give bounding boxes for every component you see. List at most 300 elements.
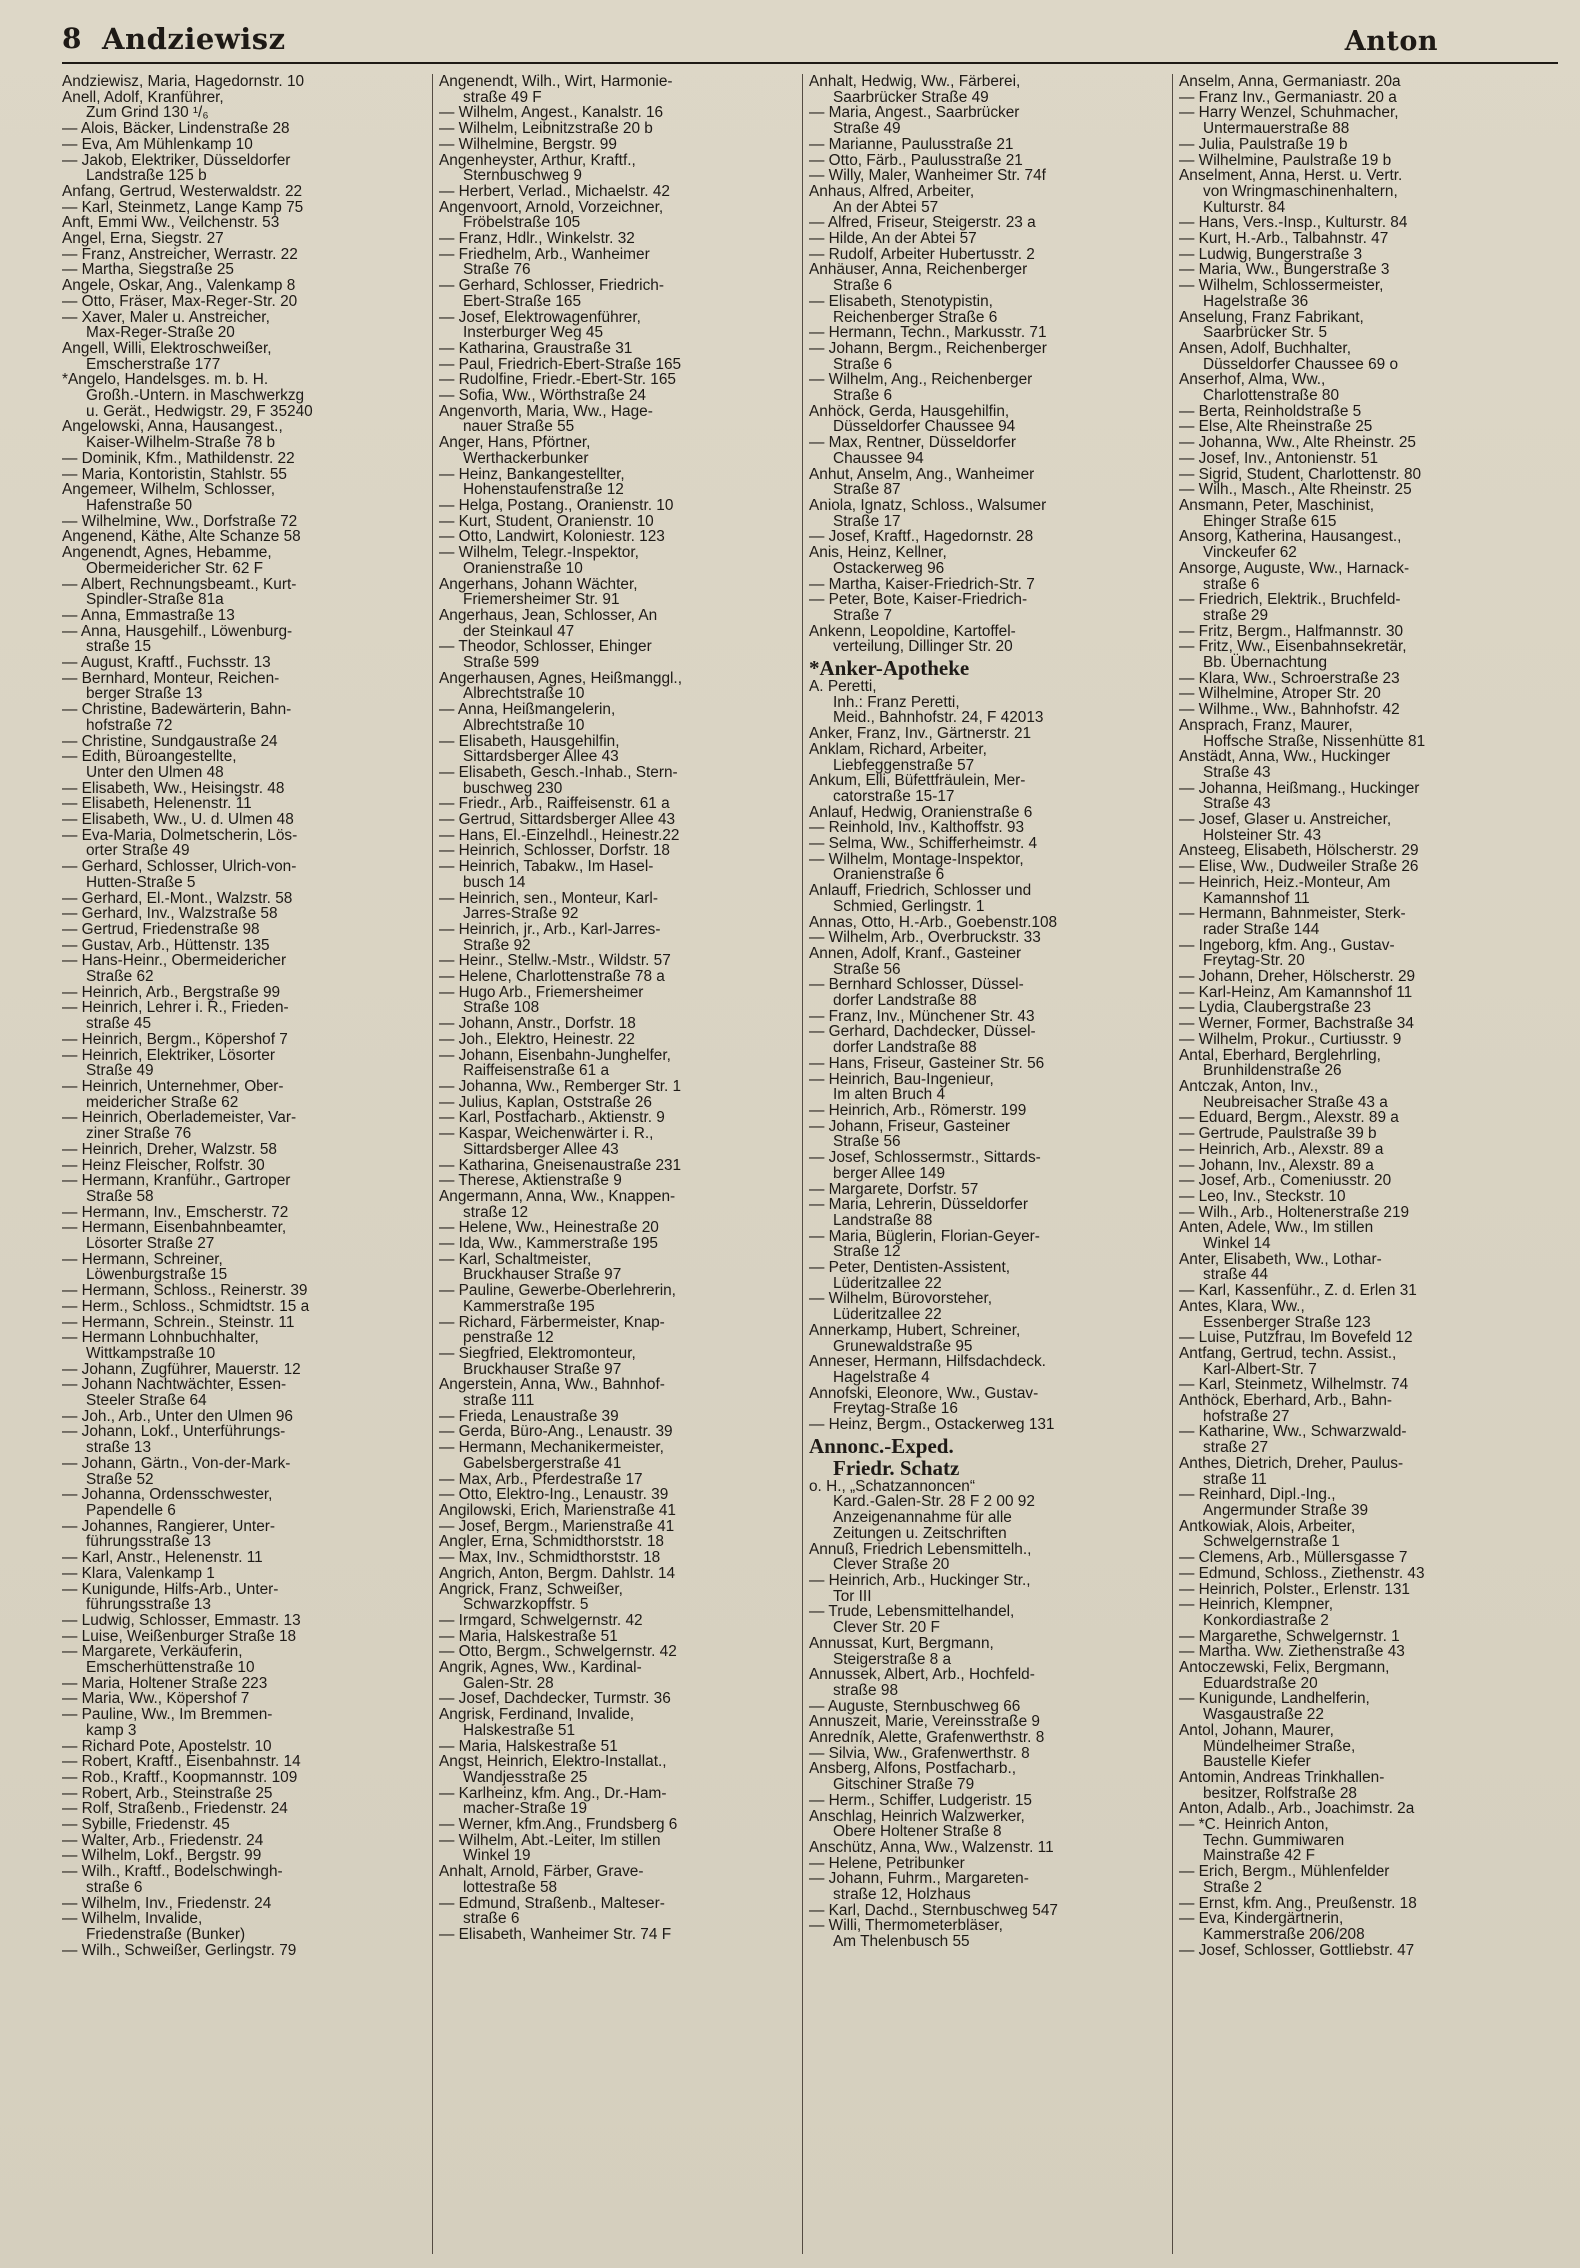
directory-entry: Antes, Klara, Ww., Essenberger Straße 123 [1179,1297,1371,1331]
directory-entry: — Kurt, Student, Oranienstr. 10 [439,512,654,530]
directory-entry: — Johann, Bergm., Reichenberger Straße 6 [809,339,1047,373]
directory-entry: Annussat, Kurt, Bergmann, Steigerstraße 8 a [809,1634,994,1668]
directory-entry: — Lydia, Claubergstraße 23 [1179,999,1371,1017]
directory-entry: Anthöck, Eberhard, Arb., Bahn- hofstraße 27 [1179,1392,1393,1425]
directory-entry: Ansen, Adolf, Buchhalter, Düsseldorfer Chaussee 69 o [1179,339,1399,373]
directory-entry: — Karl, Schaltmeister, Bruckhauser Straße 97 [439,1250,622,1284]
directory-entry: — Wilh., Arb., Holtenerstraße 219 [1179,1203,1410,1221]
directory-entry: Annofski, Eleonore, Ww., Gustav- Freytag-Straße 16 [809,1384,1039,1418]
directory-columns [62,74,1558,2254]
directory-entry: — Heinrich, Bergm., Köpershof 7 [62,1030,288,1048]
directory-entry: Annuszeit, Marie, Vereinsstraße 9 [809,1713,1040,1731]
directory-entry: — Anna, Emmastraße 13 [62,606,235,624]
directory-entry: — Ingeborg, kfm. Ang., Gustav- Freytag-Str. 20 [1179,936,1395,970]
directory-entry: — Otto, Bergm., Schwelgernstr. 42 [439,1643,677,1661]
directory-entry: — Elisabeth, Gesch.-Inhab., Stern- buschweg 230 [439,763,678,797]
directory-entry: — Wilhelm, Bürovorsteher, Lüderitzallee 22 [809,1290,993,1324]
directory-entry: — Hans, Friseur, Gasteiner Str. 56 [809,1054,1045,1072]
directory-entry: Angerhans, Johann Wächter, Friemersheimer Str. 91 [439,575,638,609]
directory-entry: Angrick, Franz, Schweißer, Schwarzkopffstr. 5 [439,1580,623,1614]
directory-entry: — Heinrich, Klempner, Konkordiastraße 2 [1179,1596,1333,1629]
directory-entry: Anredník, Alette, Grafenwerthstr. 8 [809,1729,1045,1747]
directory-entry: — Gerhard, Dachdecker, Düssel- dorfer Landstraße 88 [809,1023,1036,1057]
directory-entry: — Sofia, Ww., Wörthstraße 24 [439,387,646,405]
directory-entry: — Bernhard, Monteur, Reichen- berger Straße 13 [62,669,280,703]
directory-entry: — Gerhard, El.-Mont., Walzstr. 58 [62,889,293,907]
directory-entry: — Gerda, Büro-Ang., Lenaustr. 39 [439,1423,673,1441]
directory-entry: — Friedrich, Elektrik., Bruchfeld- straße 29 [1179,591,1401,624]
directory-entry: — Otto, Elektro-Ing., Lenaustr. 39 [439,1486,669,1504]
directory-entry: — Luise, Putzfrau, Im Bovefeld 12 [1179,1329,1413,1347]
directory-entry: Angerhaus, Jean, Schlosser, An der Steinkaul 47 [439,606,658,640]
directory-entry: — Trude, Lebensmittelhandel, Clever Str. 20 F [809,1603,1015,1637]
directory-entry: Anlauf, Hedwig, Oranienstraße 6 [809,803,1033,821]
directory-entry: — Margarethe, Schwelgernstr. 1 [1179,1627,1400,1645]
header-rule [62,62,1558,64]
directory-entry: — Christine, Badewärterin, Bahn- hofstraße 72 [62,701,292,734]
directory-entry: — Heinz, Bankangestellter, Hohenstaufenstraße 12 [439,465,625,499]
directory-entry: — Maria, Büglerin, Florian-Geyer- Straße 12 [809,1227,1040,1261]
directory-entry: — Alfred, Friseur, Steigerstr. 23 a [809,214,1036,232]
directory-entry: — Otto, Landwirt, Koloniestr. 123 [439,528,665,546]
directory-entry: — Heinrich, Lehrer i. R., Frieden- straße 45 [62,999,289,1033]
directory-entry: — Otto, Färb., Paulusstraße 21 [809,151,1023,169]
directory-entry: Angel, Erna, Siegstr. 27 [62,230,224,248]
directory-entry: — Hermann, Eisenbahnbeamter, Lösorter Straße 27 [62,1219,287,1253]
directory-entry: — Karl, Kassenführ., Z. d. Erlen 31 [1179,1282,1417,1300]
directory-entry: — Johannes, Rangierer, Unter- führungsstraße 13 [62,1517,276,1551]
directory-entry: — Karlheinz, kfm. Ang., Dr.-Ham- macher-Straße 19 [439,1784,667,1818]
directory-entry: Anlauff, Friedrich, Schlosser und Schmied, Gerlingstr. 1 [809,882,1032,915]
directory-entry: — Eva, Kindergärtnerin, Kammerstraße 206/208 [1179,1910,1365,1943]
directory-entry: Angrik, Agnes, Ww., Kardinal- Galen-Str. 28 [439,1659,642,1692]
directory-entry: Angst, Heinrich, Elektro-Installat., Wandjesstraße 25 [439,1753,667,1786]
directory-entry: — Berta, Reinholdstraße 5 [1179,402,1362,420]
directory-entry: — Werner, Former, Bachstraße 34 [1179,1015,1414,1033]
directory-entry: Anfang, Gertrud, Westerwaldstr. 22 [62,182,303,200]
directory-entry: — Heinrich, Arb., Alexstr. 89 a [1179,1140,1384,1158]
directory-entry: — Auguste, Sternbuschweg 66 [809,1697,1021,1715]
directory-entry: — Helga, Postang., Oranienstr. 10 [439,496,674,514]
directory-entry: Antomin, Andreas Trinkhallen- besitzer, Rolfstraße 28 [1179,1768,1385,1802]
column-1 [62,74,432,2254]
directory-entry: — Fritz, Ww., Eisenbahnsekretär, Bb. Übernachtung [1179,638,1407,672]
directory-entry: Antol, Johann, Maurer, Mündelheimer Straße, Baustelle Kiefer [1179,1721,1356,1771]
directory-entry: — Elisabeth, Wanheimer Str. 74 F [439,1925,672,1943]
directory-entry: Anstädt, Anna, Ww., Huckinger Straße 43 [1179,748,1391,781]
directory-entry: — Heinrich, Schlosser, Dorfstr. 18 [439,842,670,860]
directory-entry: — Martha, Siegstraße 25 [62,261,234,279]
directory-entry: — Hilde, An der Abtei 57 [809,230,977,248]
directory-entry: Ansteeg, Elisabeth, Hölscherstr. 29 [1179,842,1419,860]
directory-entry: Anhalt, Arnold, Färber, Grave- lottestraße 58 [439,1863,644,1896]
directory-entry: Angenend, Käthe, Alte Schanze 58 [62,528,301,546]
directory-entry: — Therese, Aktienstraße 9 [439,1172,622,1190]
running-head-first-entry: Andziewisz [102,22,286,56]
directory-entry: — Leo, Inv., Steckstr. 10 [1179,1187,1346,1205]
directory-entry: — Heinrich, Heiz.-Monteur, Am Kamannshof 11 [1179,873,1391,907]
directory-entry: — Maria, Halskestraße 51 [439,1627,618,1645]
directory-entry: Antkowiak, Alois, Arbeiter, Schwelgernstraße 1 [1179,1517,1356,1551]
directory-entry: — Elisabeth, Ww., Heisingstr. 48 [62,779,285,797]
directory-entry: — Reinhold, Inv., Kalthoffstr. 93 [809,819,1025,837]
directory-entry: — Hermann, Kranführ., Gartroper Straße 58 [62,1172,291,1205]
column-2 [432,74,802,2254]
directory-entry: — Johanna, Ordensschwester, Papendelle 6 [62,1486,273,1519]
directory-entry: — Max, Arb., Pferdestraße 17 [439,1470,643,1488]
directory-entry: — Anna, Heißmangelerin, Albrechtstraße 10 [439,701,616,734]
directory-entry: — Karl-Heinz, Am Kamannshof 11 [1179,983,1413,1001]
directory-entry: — Herm., Schloss., Schmidtstr. 15 a [62,1297,310,1315]
directory-entry: — Johann, Friseur, Gasteiner Straße 56 [809,1117,1011,1151]
directory-entry: — Eva, Am Mühlenkamp 10 [62,135,253,153]
directory-entry: — Gertrud, Sittardsberger Allee 43 [439,811,676,829]
directory-entry: — Heinz, Bergm., Ostackerweg 131 [809,1416,1055,1434]
directory-entry: Ankum, Elli, Büfettfräulein, Mer- catorstraße 15-17 [809,772,1026,805]
directory-entry: Anselm, Anna, Germaniastr. 20a [1179,74,1401,90]
directory-entry: — Helene, Charlottenstraße 78 a [439,968,665,986]
directory-entry: Aniola, Ignatz, Schloss., Walsumer Straße 17 [809,496,1047,530]
directory-entry: — Margarete, Dorfstr. 57 [809,1180,979,1198]
directory-entry: — Else, Alte Rheinstraße 25 [1179,418,1373,436]
directory-entry: — Heinrich, Arb., Römerstr. 199 [809,1102,1027,1119]
directory-entry: Anselung, Franz Fabrikant, Saarbrücker Str. 5 [1179,308,1364,342]
directory-entry: — Margarete, Verkäuferin, Emscherhüttenstraße 10 [62,1643,255,1677]
directory-entry: — Herm., Schiffer, Ludgeristr. 15 [809,1791,1032,1809]
page-header [62,18,1558,62]
directory-entry: — Josef, Schlossermstr., Sittards- berger Allee 149 [809,1149,1041,1182]
directory-entry: — Luise, Weißenburger Straße 18 [62,1627,297,1645]
directory-entry: — Rolf, Straßenb., Friedenstr. 24 [62,1800,288,1818]
directory-entry: — Theodor, Schlosser, Ehinger Straße 599 [439,638,652,672]
directory-entry: — Hermann, Schloss., Reinerstr. 39 [62,1282,308,1300]
directory-entry: Angell, Willi, Elektroschweißer, Emscherstraße 177 [62,339,272,373]
directory-entry: — Josef, Dachdecker, Turmstr. 36 [439,1690,671,1708]
directory-entry: — Elisabeth, Helenenstr. 11 [62,795,252,813]
directory-entry: — Kaspar, Weichenwärter i. R., Sittardsberger Allee 43 [439,1125,654,1158]
directory-entry: — Franz, Anstreicher, Werrastr. 22 [62,245,298,263]
directory-entry: — Walter, Arb., Friedenstr. 24 [62,1831,264,1849]
directory-entry: — Kunigunde, Hilfs-Arb., Unter- führungsstraße 13 [62,1580,279,1614]
directory-entry: — Franz, Hdlr., Winkelstr. 32 [439,230,635,248]
directory-entry: — Ida, Ww., Kammerstraße 195 [439,1235,658,1253]
directory-entry: Andziewisz, Maria, Hagedornstr. 10 [62,74,305,90]
directory-entry: — Xaver, Maler u. Anstreicher, Max-Reger-Straße 20 [62,308,270,342]
directory-entry: Annuß, Friedrich Lebensmittelh., Clever Straße 20 [809,1540,1032,1574]
directory-entry: — Johann, Dreher, Hölscherstr. 29 [1179,968,1416,986]
directory-entry: — Hermann, Schrein., Steinstr. 11 [62,1313,295,1331]
directory-entry: — Gustav, Arb., Hüttenstr. 135 [62,936,270,954]
directory-entry: — Joh., Arb., Unter den Ulmen 96 [62,1407,293,1425]
directory-entry: — Hermann, Mechanikermeister, Gabelsbergerstraße 41 [439,1439,664,1472]
directory-entry: — Maria, Holtener Straße 223 [62,1674,268,1692]
directory-entry: — Friedr., Arb., Raiffeisenstr. 61 a [439,795,670,813]
directory-entry: A. Peretti, Inh.: Franz Peretti, Meid., Bahnhofstr. 24, F 42013 [809,678,1044,727]
directory-entry: — Wilhelmine, Ww., Dorfstraße 72 [62,512,298,530]
directory-entry: Angenendt, Wilh., Wirt, Harmonie- straße 49 F [439,74,673,106]
directory-entry: — Max, Inv., Schmidthorststr. 18 [439,1549,661,1567]
directory-entry: — Frieda, Lenaustraße 39 [439,1407,619,1425]
directory-entry: Anhaus, Alfred, Arbeiter, An der Abtei 57 [809,182,975,216]
directory-entry: — Gertrude, Paulstraße 39 b [1179,1125,1377,1143]
advertisement-heading: Annonc.-Exped. Friedr. Schatz [809,1433,960,1480]
directory-entry: — Klara, Ww., Schroerstraße 23 [1179,669,1400,687]
directory-entry: — Hans, El.-Einzelhdl., Heinestr.22 [439,826,680,844]
directory-entry: Annen, Adolf, Kranf., Gasteiner Straße 56 [809,944,1022,978]
directory-entry: — Josef, Bergm., Marienstraße 41 [439,1517,675,1535]
directory-entry: Anten, Adele, Ww., Im stillen Winkel 14 [1179,1219,1374,1253]
directory-entry: — Heinz Fleischer, Rolfstr. 30 [62,1156,265,1174]
directory-entry: Ansorg, Katherina, Hausangest., Vinckeufer 62 [1179,528,1402,562]
directory-entry: — Johann, Lokf., Unterführungs- straße 13 [62,1423,286,1457]
directory-entry: — Maria, Ww., Köpershof 7 [62,1690,250,1708]
directory-entry: Anton, Adalb., Arb., Joachimstr. 2a [1179,1800,1415,1818]
directory-entry: o. H., „Schatzannoncen“ Kard.-Galen-Str. 28 F 2 00 92 Anzeigenannahme für alle Zeitungen u. Zeitschriften [809,1477,1035,1542]
directory-entry: — Ludwig, Schlosser, Emmastr. 13 [62,1611,301,1629]
directory-entry: Anhöck, Gerda, Hausgehilfin, Düsseldorfer Chaussee 94 [809,402,1016,436]
directory-entry: Anhäuser, Anna, Reichenberger Straße 6 [809,261,1028,295]
directory-entry: Ankenn, Leopoldine, Kartoffel- verteilung, Dillinger Str. 20 [809,622,1016,656]
directory-entry: — Hermann, Schreiner, Löwenburgstraße 15 [62,1250,228,1284]
column-4 [1172,74,1542,2254]
directory-entry: Anschlag, Heinrich Walzwerker, Obere Holtener Straße 8 [809,1807,1025,1841]
directory-entry: — Gerhard, Schlosser, Ulrich-von- Hutten-Straße 5 [62,858,297,891]
directory-entry: — Heinr., Stellw.-Mstr., Wildstr. 57 [439,952,671,970]
directory-entry: — Johann Nachtwächter, Essen- Steeler Straße 64 [62,1376,287,1410]
directory-entry: — Ernst, kfm. Ang., Preußenstr. 18 [1179,1894,1417,1912]
directory-entry: Angenvorth, Maria, Ww., Hage- nauer Straße 55 [439,402,653,436]
directory-entry: Angenendt, Agnes, Hebamme, Obermeidericher Str. 62 F [62,544,272,577]
directory-entry: Annerkamp, Hubert, Schreiner, Grunewaldstraße 95 [809,1321,1021,1355]
directory-entry: — Reinhard, Dipl.-Ing., Angermunder Straße 39 [1179,1486,1369,1519]
directory-entry: — Johann, Zugführer, Mauerstr. 12 [62,1360,301,1378]
directory-entry: — Julia, Paulstraße 19 b [1179,135,1348,153]
directory-entry: — Hermann, Bahnmeister, Sterk- rader Straße 144 [1179,905,1406,938]
directory-entry: — Dominik, Kfm., Mathildenstr. 22 [62,449,295,467]
directory-entry: — Maria, Lehrerin, Düsseldorfer Landstraße 88 [809,1196,1028,1229]
directory-entry: — Karl, Postfacharb., Aktienstr. 9 [439,1109,665,1127]
directory-entry: — Martha, Kaiser-Friedrich-Str. 7 [809,575,1035,593]
directory-entry: — Heinrich, Oberlademeister, Var- ziner Straße 76 [62,1109,297,1143]
directory-entry: — Elisabeth, Ww., U. d. Ulmen 48 [62,811,294,829]
directory-entry: — Wilhelm, Prokur., Curtiusstr. 9 [1179,1030,1402,1048]
directory-entry: — Heinrich, sen., Monteur, Karl- Jarres-Straße 92 [439,889,658,923]
directory-entry: — Heinrich, jr., Arb., Karl-Jarres- Straße 92 [439,920,661,954]
directory-entry: Angler, Erna, Schmidthorststr. 18 [439,1533,664,1551]
directory-entry: — Wilhelmine, Paulstraße 19 b [1179,151,1392,169]
page-number: 8 [62,22,82,55]
directory-entry: — Wilhelmine, Bergstr. 99 [439,135,617,153]
directory-entry: — Johann, Gärtn., Von-der-Mark- Straße 52 [62,1454,291,1488]
directory-entry: — Joh., Elektro, Heinestr. 22 [439,1030,635,1048]
directory-entry: — Wilhelm, Angest., Kanalstr. 16 [439,104,664,122]
directory-entry: — August, Kraftf., Fuchsstr. 13 [62,654,271,672]
directory-entry: — Richard Pote, Apostelstr. 10 [62,1737,272,1755]
directory-entry: — Willy, Maler, Wanheimer Str. 74f [809,167,1046,185]
directory-entry: Anger, Hans, Pförtner, Werthackerbunker [439,434,591,467]
directory-entry: — Hermann Lohnbuchhalter, Wittkampstraße 10 [62,1329,259,1362]
directory-entry: — Wilh., Masch., Alte Rheinstr. 25 [1179,481,1412,499]
directory-entry: — Bernhard Schlosser, Düssel- dorfer Landstraße 88 [809,976,1024,1010]
directory-entry: — Maria, Kontoristin, Stahlstr. 55 [62,465,287,483]
directory-entry: Anthes, Dietrich, Dreher, Paulus- straße 11 [1179,1454,1404,1488]
directory-entry: Anserhof, Alma, Ww., Charlottenstraße 80 [1179,371,1340,405]
directory-entry: — Johann, Inv., Alexstr. 89 a [1179,1156,1374,1174]
directory-entry: — Johanna, Heißmang., Huckinger Straße 43 [1179,779,1420,813]
directory-entry: — Edith, Büroangestellte, Unter den Ulmen 48 [62,748,237,781]
directory-entry: Angenheyster, Arthur, Kraftf., Sternbuschweg 9 [439,151,636,185]
directory-entry: Antal, Eberhard, Berglehrling, Brunhildenstraße 26 [1179,1046,1381,1080]
directory-entry: — Hermann, Techn., Markusstr. 71 [809,324,1047,342]
directory-entry: — Heinrich, Unternehmer, Ober- meidericher Straße 62 [62,1078,284,1111]
directory-entry: — Josef, Schlosser, Gottliebstr. 47 [1179,1941,1415,1959]
directory-entry: Angerhausen, Agnes, Heißmanggl., Albrechtstraße 10 [439,669,682,703]
directory-entry: — Heinrich, Tabakw., Im Hasel- busch 14 [439,858,654,891]
directory-entry: Anft, Emmi Ww., Veilchenstr. 53 [62,214,280,232]
directory-entry: — Harry Wenzel, Schuhmacher, Untermauerstraße 88 [1179,104,1399,138]
directory-entry: Antczak, Anton, Inv., Neubreisacher Straße 43 a [1179,1078,1388,1111]
directory-entry: — Helene, Ww., Heinestraße 20 [439,1219,659,1237]
directory-entry: Anhut, Anselm, Ang., Wanheimer Straße 87 [809,465,1035,499]
directory-entry: — Elise, Ww., Dudweiler Straße 26 [1179,858,1419,876]
directory-entry: Anter, Elisabeth, Ww., Lothar- straße 44 [1179,1250,1382,1284]
directory-entry: — *C. Heinrich Anton, Techn. Gummiwaren Mainstraße 42 F [1179,1816,1345,1865]
directory-entry: — Hans-Heinr., Obermeidericher Straße 62 [62,952,287,986]
directory-entry: — Heinrich, Elektriker, Lösorter Straße 49 [62,1046,275,1080]
directory-entry: Anker, Franz, Inv., Gärtnerstr. 21 [809,725,1032,743]
directory-entry: — Katharina, Gneisenaustraße 231 [439,1156,682,1174]
directory-entry: — Wilhelm, Leibnitzstraße 20 b [439,120,653,138]
directory-entry: — Fritz, Bergm., Halfmannstr. 30 [1179,622,1404,640]
directory-entry: — Rudolfine, Friedr.-Ebert-Str. 165 [439,371,676,389]
directory-entry: — Katharina, Graustraße 31 [439,339,633,357]
directory-entry: Annas, Otto, H.-Arb., Goebenstr.108 [809,913,1058,931]
directory-entry: — Karl, Anstr., Helenenstr. 11 [62,1549,263,1567]
directory-entry: — Karl, Dachd., Sternbuschweg 547 [809,1901,1058,1919]
directory-entry: Angemeer, Wilhelm, Schlosser, Hafenstraße 50 [62,481,275,514]
directory-entry: — Marianne, Paulusstraße 21 [809,135,1014,153]
directory-entry: — Klara, Valenkamp 1 [62,1564,215,1582]
directory-entry: — Friedhelm, Arb., Wanheimer Straße 76 [439,245,650,279]
directory-entry: — Wilhelmine, Atroper Str. 20 [1179,685,1381,703]
directory-entry: — Kunigunde, Landhelferin, Wasgaustraße 22 [1179,1690,1370,1724]
directory-entry: — Christine, Sundgaustraße 24 [62,732,278,750]
directory-entry: — Sigrid, Student, Charlottenstr. 80 [1179,465,1422,483]
directory-entry: — Heinrich, Bau-Ingenieur, Im alten Bruch 4 [809,1070,994,1104]
directory-entry: — Eva-Maria, Dolmetscherin, Lös- orter Straße 49 [62,826,298,860]
directory-entry: Anschütz, Anna, Ww., Walzenstr. 11 [809,1838,1054,1856]
directory-entry: — Ludwig, Bungerstraße 3 [1179,245,1363,263]
directory-entry: — Johann, Anstr., Dorfstr. 18 [439,1015,636,1033]
directory-entry: — Pauline, Gewerbe-Oberlehrerin, Kammerstraße 195 [439,1282,676,1315]
directory-entry: — Franz Inv., Germaniastr. 20 a [1179,88,1397,106]
directory-entry: — Johanna, Ww., Alte Rheinstr. 25 [1179,434,1416,452]
directory-entry: — Sybille, Friedenstr. 45 [62,1816,230,1834]
directory-entry: — Wilhelm, Abt.-Leiter, Im stillen Winkel 19 [439,1831,661,1865]
directory-entry: — Heinrich, Dreher, Walzstr. 58 [62,1140,277,1158]
directory-entry: — Gerhard, Inv., Walzstraße 58 [62,905,278,923]
directory-entry: — Wilhelm, Inv., Friedenstr. 24 [62,1894,272,1912]
directory-entry: — Herbert, Verlad., Michaelstr. 42 [439,182,670,200]
directory-entry: — Edmund, Schloss., Ziethenstr. 43 [1179,1564,1425,1582]
directory-entry: — Jakob, Elektriker, Düsseldorfer Landstraße 125 b [62,151,291,185]
directory-entry: — Martha. Ww. Ziethenstraße 43 [1179,1643,1405,1661]
directory-entry: Antoczewski, Felix, Bergmann, Eduardstraße 20 [1179,1659,1390,1692]
directory-entry: — Maria, Ww., Bungerstraße 3 [1179,261,1390,279]
directory-entry: Anhalt, Hedwig, Ww., Färberei, Saarbrücker Straße 49 [809,74,1021,106]
directory-entry: — Hans, Vers.-Insp., Kulturstr. 84 [1179,214,1408,232]
directory-entry: — Helene, Petribunker [809,1854,965,1872]
directory-entry: Angrisk, Ferdinand, Invalide, Halskestraße 51 [439,1706,635,1739]
directory-entry: — Wilh., Schweißer, Gerlingstr. 79 [62,1941,297,1959]
directory-entry: — Otto, Fräser, Max-Reger-Str. 20 [62,292,298,310]
directory-entry: — Pauline, Ww., Im Bremmen- kamp 3 [62,1706,273,1739]
directory-entry: — Clemens, Arb., Müllersgasse 7 [1179,1549,1408,1567]
directory-entry: *Angelo, Handelsges. m. b. H. Großh.-Untern. in Maschwerkzg u. Gerät., Hedwigstr. 29, F 35240 [62,371,313,420]
directory-entry: — Siegfried, Elektromonteur, Bruckhauser Straße 97 [439,1344,636,1378]
directory-entry: — Elisabeth, Hausgehilfin, Sittardsberger Allee 43 [439,732,620,766]
directory-entry: — Wilhelm, Lokf., Bergstr. 99 [62,1847,262,1865]
directory-entry: — Heinrich, Arb., Huckinger Str., Tor III [809,1571,1031,1605]
directory-entry: — Heinrich, Polster., Erlenstr. 131 [1179,1580,1410,1598]
directory-entry: — Franz, Inv., Münchener Str. 43 [809,1007,1035,1025]
directory-entry: — Johann, Eisenbahn-Junghelfer, Raiffeisenstraße 61 a [439,1046,671,1080]
directory-entry: — Albert, Rechnungsbeamt., Kurt- Spindler-Straße 81a [62,575,297,609]
directory-entry: — Hugo Arb., Friemersheimer Straße 108 [439,983,644,1017]
directory-entry: Anselment, Anna, Herst. u. Vertr. von Wringmaschinenhaltern, Kulturstr. 84 [1179,167,1403,216]
directory-entry: — Wilh., Kraftf., Bodelschwingh- straße 6 [62,1863,283,1896]
directory-entry: — Wilhelm, Telegr.-Inspektor, Oranienstraße 10 [439,544,639,577]
directory-entry: — Josef, Kraftf., Hagedornstr. 28 [809,528,1034,546]
directory-entry: — Richard, Färbermeister, Knap- penstraße 12 [439,1313,665,1347]
directory-entry: — Alois, Bäcker, Lindenstraße 28 [62,120,290,138]
directory-entry: Ansprach, Franz, Maurer, Hoffsche Straße, Nissenhütte 81 [1179,716,1426,750]
directory-entry: — Anna, Hausgehilf., Löwenburg- straße 15 [62,622,293,656]
directory-entry: Annussek, Albert, Arb., Hochfeld- straße 98 [809,1666,1035,1699]
directory-entry: — Josef, Arb., Comeniusstr. 20 [1179,1172,1392,1190]
directory-entry: — Erich, Bergm., Mühlenfelder Straße 2 [1179,1863,1390,1896]
directory-entry: — Maria, Angest., Saarbrücker Straße 49 [809,104,1020,138]
directory-entry: Angrich, Anton, Bergm. Dahlstr. 14 [439,1564,676,1582]
directory-entry: — Robert, Kraftf., Eisenbahnstr. 14 [62,1753,301,1771]
directory-entry: — Karl, Steinmetz, Lange Kamp 75 [62,198,304,216]
directory-entry: — Hermann, Inv., Emscherstr. 72 [62,1203,289,1221]
directory-entry: — Rob., Kraftf., Koopmannstr. 109 [62,1768,298,1786]
directory-entry: Ansmann, Peter, Maschinist, Ehinger Straße 615 [1179,496,1375,530]
column-3 [802,74,1172,2254]
directory-entry: — Max, Rentner, Düsseldorfer Chaussee 94 [809,434,1016,467]
directory-entry: — Selma, Ww., Schifferheimstr. 4 [809,835,1038,853]
directory-entry: Angele, Oskar, Ang., Valenkamp 8 [62,277,296,295]
directory-entry: — Josef, Elektrowagenführer, Insterburger Weg 45 [439,308,641,342]
directory-entry: — Wilhelm, Arb., Overbruckstr. 33 [809,929,1041,947]
directory-entry: — Paul, Friedrich-Ebert-Straße 165 [439,355,682,373]
directory-entry: — Peter, Dentisten-Assistent, Lüderitzallee 22 [809,1259,1011,1292]
directory-entry: — Werner, kfm.Ang., Frundsberg 6 [439,1816,678,1834]
directory-entry: Anell, Adolf, Kranführer, Zum Grind 130 ¹/₆ [62,88,224,122]
directory-entry: Ansorge, Auguste, Ww., Harnack- straße 6 [1179,559,1410,593]
directory-entry: — Julius, Kaplan, Oststraße 26 [439,1093,652,1111]
directory-entry: — Gertrud, Friedenstraße 98 [62,920,260,938]
directory-entry: — Willi, Thermometerbläser, Am Thelenbusch 55 [809,1917,1003,1951]
directory-entry: — Wilhelm, Invalide, Friedenstraße (Bunker) [62,1910,246,1943]
directory-entry: — Edmund, Straßenb., Malteser- straße 6 [439,1894,665,1928]
directory-entry: — Wilhme., Ww., Bahnhofstr. 42 [1179,701,1400,719]
directory-entry: — Wilhelm, Montage-Inspektor, Oranienstraße 6 [809,850,1024,884]
advertisement-heading: *Anker-Apotheke [809,656,970,681]
directory-entry: — Eduard, Bergm., Alexstr. 89 a [1179,1109,1399,1127]
directory-entry: Anklam, Richard, Arbeiter, Liebfeggenstraße 57 [809,740,987,774]
